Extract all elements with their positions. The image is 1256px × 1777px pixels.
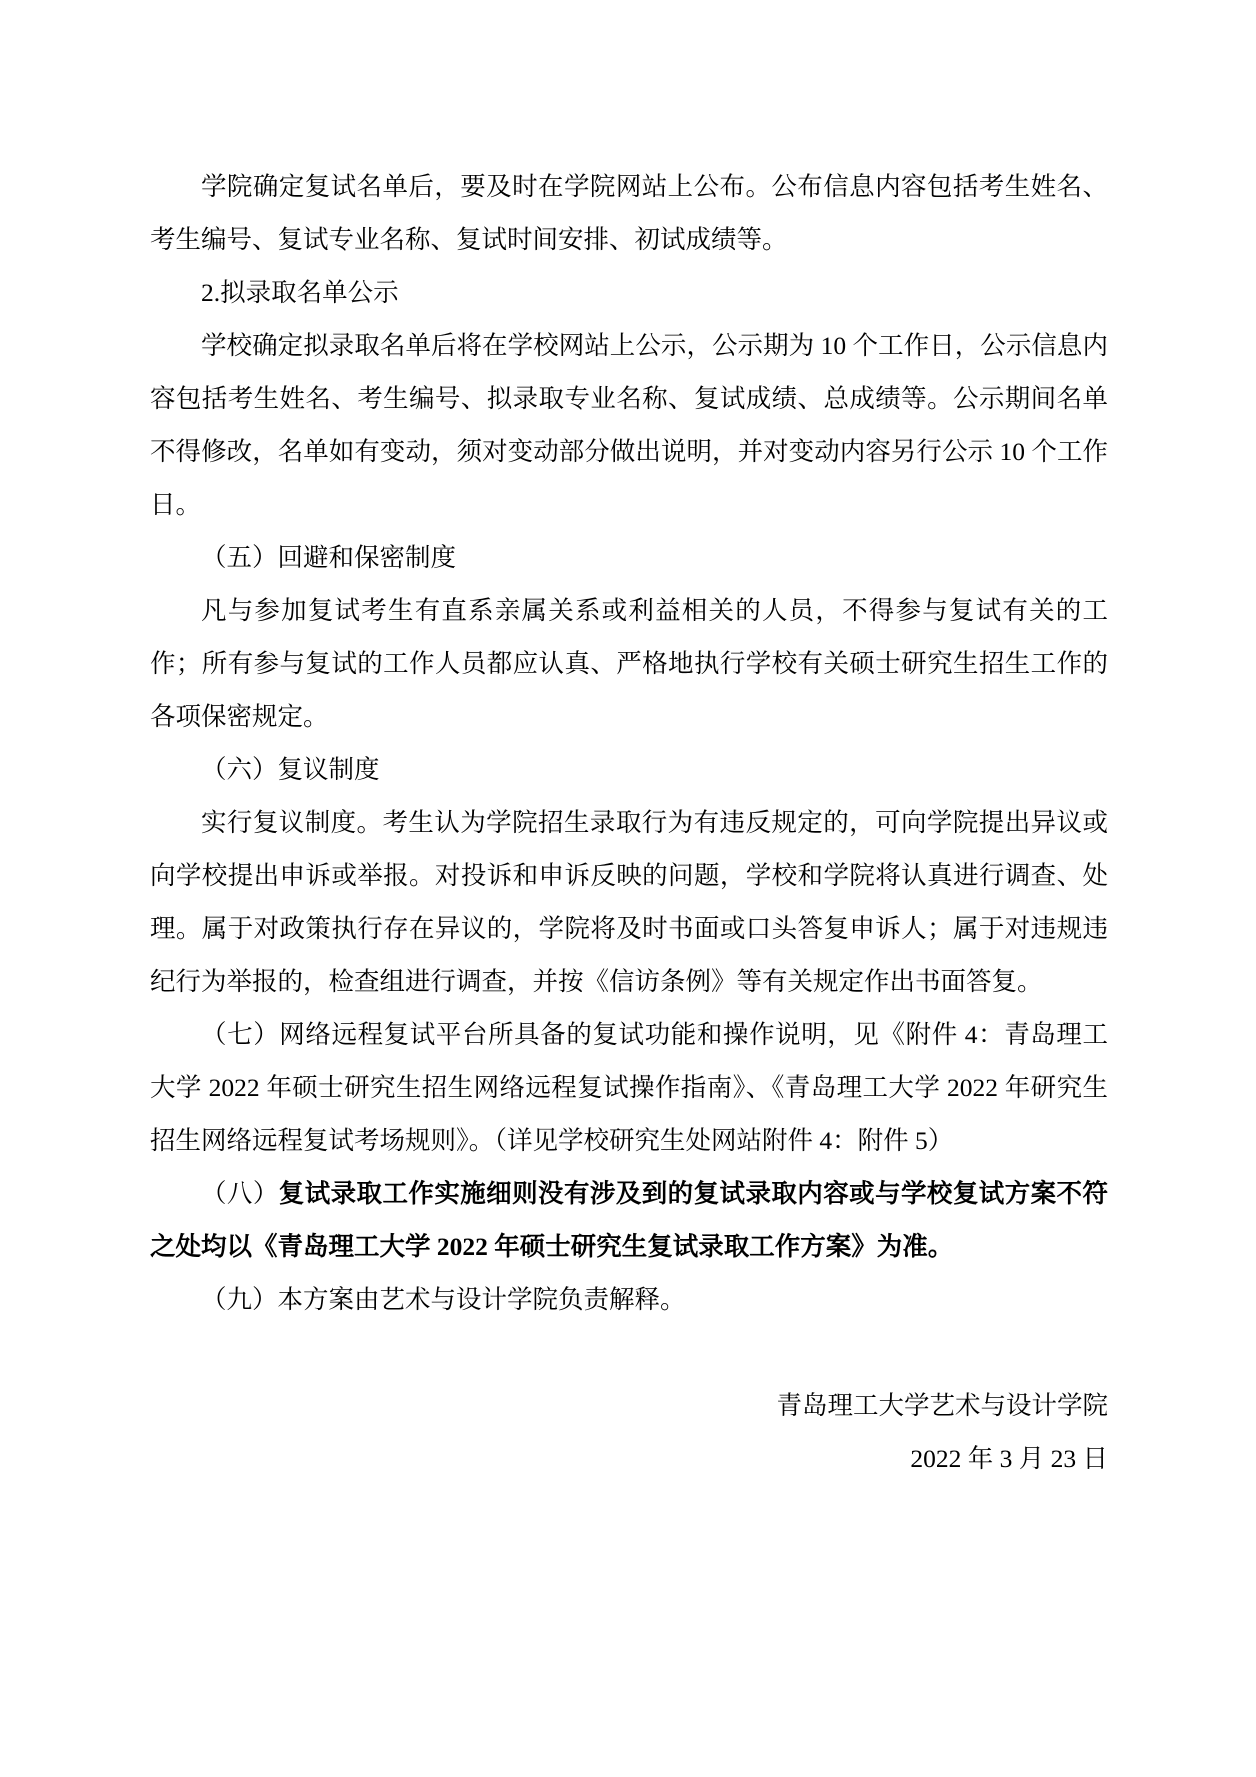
para-8-fallback-to-school-plan-run-0: （八） xyxy=(201,1179,279,1208)
para-9-interpretation-run-0: （九）本方案由艺术与设计学院负责解释。 xyxy=(201,1285,686,1314)
heading-2-proposed-admission-list xyxy=(150,266,1108,319)
para-8-fallback-to-school-plan xyxy=(150,1167,1108,1273)
para-retest-list-publish xyxy=(150,160,1108,266)
para-avoidance-confidentiality xyxy=(150,584,1108,743)
para-7-remote-platform-run-0: （七）网络远程复试平台所具备的复试功能和操作说明，见《附件 4：青岛理工大学 2022 年硕士研究生招生网络远程复试操作指南》、《青岛理工大学 2022 年研究生招生网络远程复试考场规则》。（详见学校研究生处网站附件 4：附件 5） xyxy=(150,1020,1108,1155)
para-reconsideration xyxy=(150,796,1108,1008)
date-line-run-0: 2022 年 3 月 23 日 xyxy=(910,1444,1108,1473)
para-retest-list-publish-run-0: 学院确定复试名单后，要及时在学院网站上公布。公布信息内容包括考生姓名、考生编号、复试专业名称、复试时间安排、初试成绩等。 xyxy=(150,172,1108,254)
document-body xyxy=(150,160,1108,1485)
heading-2-proposed-admission-list-run-0: 2.拟录取名单公示 xyxy=(201,278,399,307)
para-proposed-admission-publicity xyxy=(150,319,1108,531)
para-avoidance-confidentiality-run-0: 凡与参加复试考生有直系亲属关系或利益相关的人员，不得参与复试有关的工作；所有参与复试的工作人员都应认真、严格地执行学校有关硕士研究生招生工作的各项保密规定。 xyxy=(150,596,1108,731)
heading-5-avoidance-confidentiality-run-0: （五）回避和保密制度 xyxy=(201,543,457,572)
blank-line-spacer xyxy=(150,1326,1108,1379)
date-line xyxy=(150,1432,1108,1485)
para-proposed-admission-publicity-run-0: 学校确定拟录取名单后将在学校网站上公示，公示期为 10 个工作日，公示信息内容包括考生姓名、考生编号、拟录取专业名称、复试成绩、总成绩等。公示期间名单不得修改，名单如有变动，须对变动部分做出说明，并对变动内容另行公示 10 个工作日。 xyxy=(150,331,1108,519)
para-reconsideration-run-0: 实行复议制度。考生认为学院招生录取行为有违反规定的，可向学院提出异议或向学校提出申诉或举报。对投诉和申诉反映的问题，学校和学院将认真进行调查、处理。属于对政策执行存在异议的，学院将及时书面或口头答复申诉人；属于对违规违纪行为举报的，检查组进行调查，并按《信访条例》等有关规定作出书面答复。 xyxy=(150,808,1108,996)
heading-5-avoidance-confidentiality xyxy=(150,531,1108,584)
heading-6-reconsideration-run-0: （六）复议制度 xyxy=(201,755,380,784)
signature-line xyxy=(150,1379,1108,1432)
signature-line-run-0: 青岛理工大学艺术与设计学院 xyxy=(776,1391,1108,1420)
para-7-remote-platform xyxy=(150,1008,1108,1167)
para-9-interpretation xyxy=(150,1273,1108,1326)
heading-6-reconsideration xyxy=(150,743,1108,796)
para-8-fallback-to-school-plan-run-1: 复试录取工作实施细则没有涉及到的复试录取内容或与学校复试方案不符之处均以《青岛理工大学 2022 年硕士研究生复试录取工作方案》为准。 xyxy=(150,1179,1108,1261)
